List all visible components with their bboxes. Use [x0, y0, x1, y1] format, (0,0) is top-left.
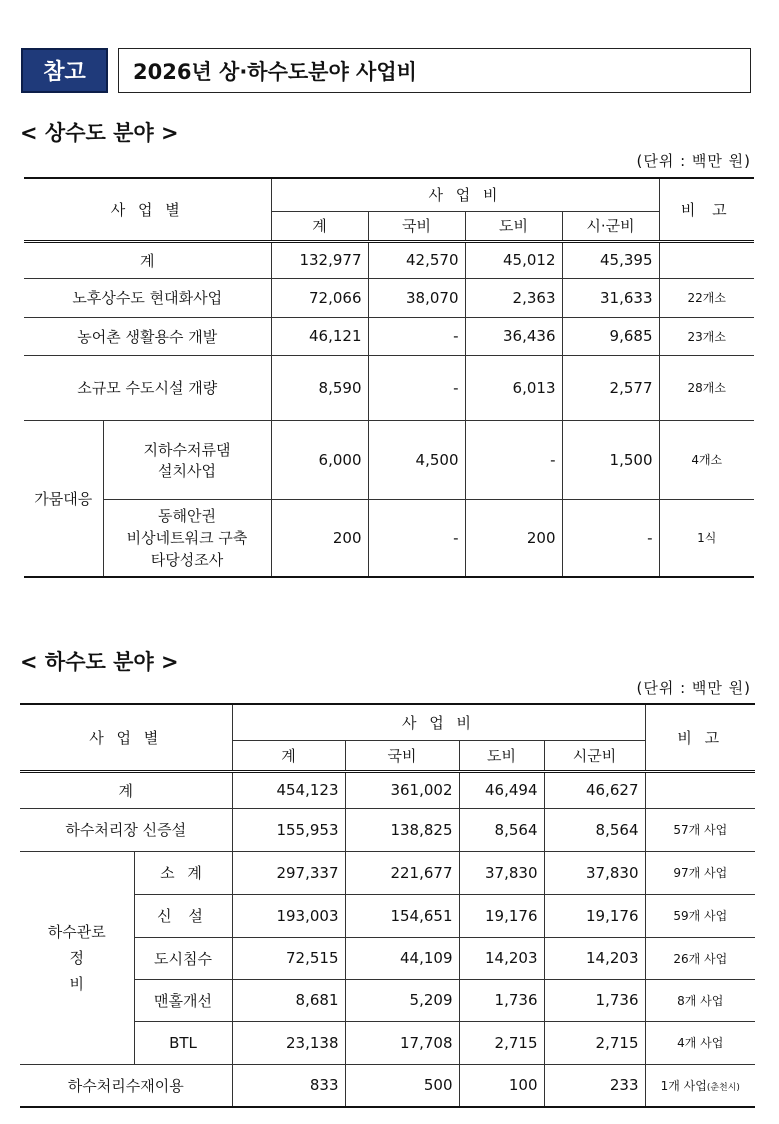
sewer-head-city: 시군비: [544, 740, 645, 771]
table-row: 맨홀개선 8,681 5,209 1,736 1,736 8개 사업: [20, 979, 755, 1021]
sewer-head-national: 국비: [345, 740, 459, 771]
sewer-unit-label: (단위 : 백만 원): [636, 679, 751, 697]
table-row: 소규모 수도시설 개량 8,590 - 6,013 2,577 28개소: [24, 355, 754, 420]
sewer-section-title: < 하수도 분야 >: [20, 650, 179, 674]
sewer-budget-table: [20, 703, 755, 1108]
drought-group-label: 가뭄대응: [24, 420, 103, 577]
water-head-total: 계: [271, 211, 368, 241]
water-head-city: 시·군비: [562, 211, 659, 241]
table-row: 가뭄대응 지하수저류댐 설치사업 6,000 4,500 - 1,500 4개소: [24, 420, 754, 499]
pipe-group-label: 하수관로 정 비: [20, 851, 134, 1064]
table-row: 도시침수 72,515 44,109 14,203 14,203 26개 사업: [20, 937, 755, 979]
sewer-head-note: 비 고: [645, 704, 755, 771]
water-head-category: 사 업 별: [24, 178, 271, 241]
water-head-budget: 사 업 비: [271, 178, 659, 211]
sewer-total-row: 계 454,123 361,002 46,494 46,627: [20, 771, 755, 808]
sewer-head-total: 계: [232, 740, 345, 771]
sewer-head-province: 도비: [459, 740, 544, 771]
table-row: 하수관로 정 비 소 계 297,337 221,677 37,830 37,830 97개 사업: [20, 851, 755, 894]
water-unit-label: (단위 : 백만 원): [636, 152, 751, 170]
table-row: BTL 23,138 17,708 2,715 2,715 4개 사업: [20, 1021, 755, 1064]
table-row: 신 설 193,003 154,651 19,176 19,176 59개 사업: [20, 894, 755, 937]
table-row: 동해안권 비상네트워크 구축 타당성조사 200 - 200 - 1식: [24, 499, 754, 577]
water-section-title: < 상수도 분야 >: [20, 121, 179, 145]
reference-badge: 참고: [21, 48, 108, 93]
water-budget-table: [24, 177, 754, 578]
sewer-head-category: 사 업 별: [20, 704, 232, 771]
water-head-province: 도비: [465, 211, 562, 241]
table-row: 노후상수도 현대화사업 72,066 38,070 2,363 31,633 22개소: [24, 278, 754, 317]
water-head-national: 국비: [368, 211, 465, 241]
table-row: 하수처리수재이용 833 500 100 233 1개 사업(춘천시): [20, 1064, 755, 1107]
document-header: [21, 48, 751, 93]
table-row: 농어촌 생활용수 개발 46,121 - 36,436 9,685 23개소: [24, 317, 754, 355]
water-total-row: 계 132,977 42,570 45,012 45,395: [24, 241, 754, 278]
page-title: 2026년 상·하수도분야 사업비: [118, 48, 751, 93]
water-head-note: 비 고: [659, 178, 754, 241]
table-row: 하수처리장 신증설 155,953 138,825 8,564 8,564 57개 사업: [20, 808, 755, 851]
sewer-head-budget: 사 업 비: [232, 704, 645, 740]
